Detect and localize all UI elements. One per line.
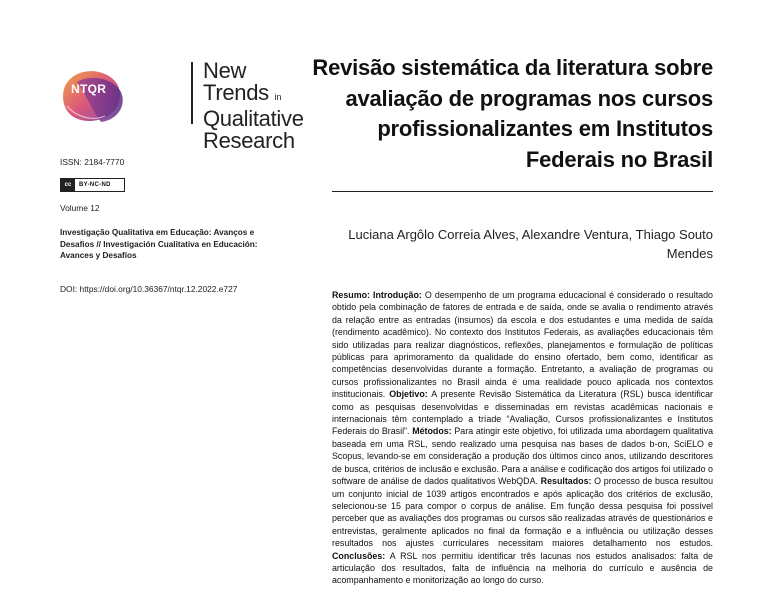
journal-name [203,60,304,151]
ntqr-logo-mark-icon [57,66,129,126]
metodos-text: Para atingir este objetivo, foi utilizada uma abordagem qualitativa baseada em uma RSL, sendo realizado uma pesquisa nas bases de dados b-on, SciELO e Scopus, levando-se em consideração a produção dos últimos cinco anos, utilizando descritores de busca, critérios de inclusão e exclusão. Para a análise e codificação dos artigos foi utilizado o software de análise de dados qualitativos WebQDA. [332,426,714,487]
intro-label: Introdução: [373,290,422,300]
metodos-label: Métodos: [412,426,452,437]
issn: ISSN: 2184-7770 [60,157,125,167]
intro-text: O desempenho de um programa educacional é considerado o resultado obtido pela combinação de fatores de entrada e de saída, onde se avalia o rendimento através da relação entre as entradas (insumos) da escola e dos estudantes e uma medida de saída (rendimento acadêmico). No contexto dos Institutos Federais, as avaliações educacionais têm sido utilizadas para realizar diagnósticos, reflexões, planejamentos e formulação de políticas públicas para aprimoramento da qualidade do ensino ofertado, bem como, identificar as competências desenvolvidas durante a formação. Entretanto, a avaliação de programas ou cursos profissionalizantes no Brasil ainda é uma realidade pouco aplicada nos contextos institucionais. [332,290,713,400]
journal-logo [57,58,304,153]
section-title: Investigação Qualitativa em Educação: Avanços e Desafios // Investigación Cualitativa en Educación: Avances y Desafíos [60,228,258,260]
objetivo-text: A presente Revisão Sistemática da Literatura (RSL) busca identificar como as pesquisas desenvolvidas e disseminadas em revistas acadêmicas nacionais e internacionais têm contemplado a tríade “Avaliação, Cursos profissionalizantes e Institutos Federais do Brasil”. [332,389,713,437]
objetivo-label: Objetivo: [389,389,428,400]
resumo-label: Resumo: [332,290,370,300]
resultados-label: Resultados: [540,476,592,487]
abstract [332,289,713,587]
article-title: Revisão sistemática da literatura sobre avaliação de programas nos cursos profissionalizantes em Institutos Federais no Brasil [312,55,713,172]
volume: Volume 12 [60,203,100,213]
license-badge[interactable] [60,178,125,192]
journal-name-line3: Research [203,127,295,153]
conclusoes-label: Conclusões: [332,550,386,561]
authors: Luciana Argôlo Correia Alves, Alexandre Ventura, Thiago Souto Mendes [348,227,713,261]
title-divider [332,191,713,192]
logo-abbreviation: NTQR [71,82,107,96]
doi-link[interactable]: DOI: https://doi.org/10.36367/ntqr.12.2022.e727 [60,284,238,294]
journal-name-in: in [274,91,282,102]
journal-name-line1: New Trends [203,58,269,105]
journal-name-line2: Qualitative [203,106,304,131]
conclusoes-text: A RSL nos permitiu identificar três lacunas nos estudos analisados: falta de articulação dos resultados, falta de influência na melhoria do currículo e ausência de acompanhamento e monitorização ao longo do curso. [332,550,713,586]
cc-icon: cc [61,179,75,191]
license-terms: BY-NC-ND [79,182,111,188]
logo-divider [191,62,193,124]
resultados-text: O processo de busca resultou um conjunto inicial de 1039 artigos encontrados e após aplicação dos critérios de exclusão, selecionou-se 15 para compor o corpus de análise. Em função dessa pesquisa foi possível perceber que as avaliações dos programas ou cursos são realizadas através de questionários e entrevistas, geralmente aplicados no final da formação e a influência ou utilização desses resultados nos ajustes curriculares necessitam maiores detalhamento nos estudos. [332,476,714,549]
